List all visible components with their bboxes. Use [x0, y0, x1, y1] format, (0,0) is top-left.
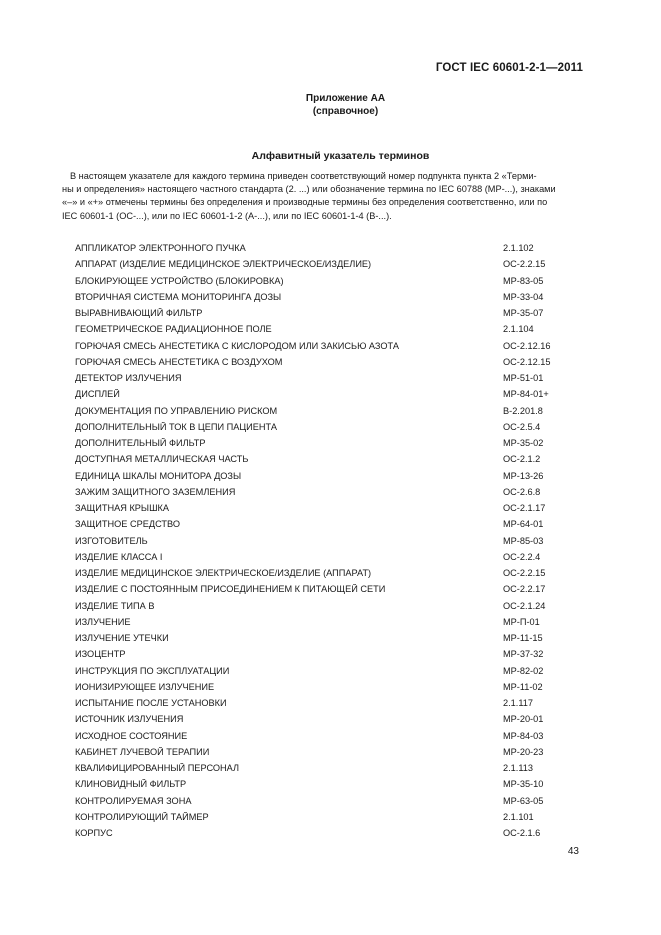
term-reference: ОС-2.2.15 [503, 259, 546, 270]
term-row [75, 533, 575, 549]
term-row [75, 598, 575, 614]
term-name: ИОНИЗИРУЮЩЕЕ ИЗЛУЧЕНИЕ [75, 681, 215, 692]
term-reference: ОС-2.1.24 [503, 600, 546, 611]
term-reference: МР-35-10 [503, 779, 544, 790]
term-reference: МР-33-04 [503, 291, 544, 302]
term-row [75, 289, 575, 305]
term-name: АППАРАТ (ИЗДЕЛИЕ МЕДИЦИНСКОЕ ЭЛЕКТРИЧЕСКОЕ/ИЗДЕЛИЕ) [75, 259, 372, 270]
term-row [75, 663, 575, 679]
page-number: 43 [567, 846, 579, 857]
intro-line: ны и определения» настоящего частного стандарта (2. ...) или обозначение термина по IEC 60788 (MP-...), знаками [62, 184, 556, 195]
term-name: ИЗДЕЛИЕ С ПОСТОЯННЫМ ПРИСОЕДИНЕНИЕМ К ПИТАЮЩЕЙ СЕТИ [75, 584, 386, 595]
term-reference: 2.1.101 [503, 811, 534, 822]
term-row [75, 711, 575, 727]
annex-subtitle: (справочное) [312, 105, 379, 117]
term-row [75, 321, 575, 337]
term-name: ИЗДЕЛИЕ МЕДИЦИНСКОЕ ЭЛЕКТРИЧЕСКОЕ/ИЗДЕЛИЕ (АППАРАТ) [75, 568, 372, 579]
term-name: ИЗДЕЛИЕ КЛАССА I [75, 551, 163, 562]
term-name: ГОРЮЧАЯ СМЕСЬ АНЕСТЕТИКА С ВОЗДУХОМ [75, 356, 283, 367]
term-name: ГЕОМЕТРИЧЕСКОЕ РАДИАЦИОННОЕ ПОЛЕ [75, 324, 272, 335]
term-name: ДИСПЛЕЙ [75, 389, 120, 400]
term-row [75, 468, 575, 484]
term-row [75, 240, 575, 256]
term-reference: МР-11-15 [503, 633, 543, 644]
term-row [75, 419, 575, 435]
term-reference: ОС-2.5.4 [503, 421, 541, 432]
term-reference: ОС-2.1.2 [503, 454, 541, 465]
term-reference: МР-51-01 [503, 373, 544, 384]
term-reference: МР-13-26 [503, 470, 544, 481]
term-name: КЛИНОВИДНЫЙ ФИЛЬТР [75, 779, 187, 790]
intro-line: «–» и «+» отмечены термины без определения и производные термины без определения соответственно, или по [62, 197, 548, 208]
term-reference: ОС-2.1.6 [503, 828, 541, 839]
term-reference: МР-64-01 [503, 519, 544, 530]
term-name: ЗАЩИТНОЕ СРЕДСТВО [75, 519, 180, 530]
term-row [75, 695, 575, 711]
term-row [75, 793, 575, 809]
term-name: ЗАЩИТНАЯ КРЫШКА [75, 503, 169, 514]
term-name: ИЗОЦЕНТР [75, 649, 126, 660]
term-name: ИЗДЕЛИЕ ТИПА В [75, 600, 155, 611]
term-row [75, 549, 575, 565]
term-name: БЛОКИРУЮЩЕЕ УСТРОЙСТВО (БЛОКИРОВКА) [75, 275, 284, 286]
term-name: ЕДИНИЦА ШКАЛЫ МОНИТОРА ДОЗЫ [75, 470, 242, 481]
term-reference: МР-35-07 [503, 308, 544, 319]
term-name: АППЛИКАТОР ЭЛЕКТРОННОГО ПУЧКА [75, 243, 246, 254]
term-row [75, 370, 575, 386]
term-row [75, 516, 575, 532]
term-row [75, 273, 575, 289]
term-name: ИНСТРУКЦИЯ ПО ЭКСПЛУАТАЦИИ [75, 665, 230, 676]
term-row [75, 338, 575, 354]
term-name: КОНТРОЛИРУЮЩИЙ ТАЙМЕР [75, 811, 209, 822]
term-row [75, 728, 575, 744]
term-reference: 2.1.102 [503, 243, 534, 254]
term-name: КВАЛИФИЦИРОВАННЫЙ ПЕРСОНАЛ [75, 763, 240, 774]
term-name: КОНТРОЛИРУЕМАЯ ЗОНА [75, 795, 192, 806]
annex-heading [0, 93, 661, 118]
terms-list [75, 240, 575, 841]
term-name: ГОРЮЧАЯ СМЕСЬ АНЕСТЕТИКА С КИСЛОРОДОМ ИЛИ ЗАКИСЬЮ АЗОТА [75, 340, 399, 351]
term-row [75, 565, 575, 581]
term-reference: МР-20-01 [503, 714, 544, 725]
term-name: ВТОРИЧНАЯ СИСТЕМА МОНИТОРИНГА ДОЗЫ [75, 291, 282, 302]
term-row [75, 744, 575, 760]
intro-line: В настоящем указателе для каждого термина приведен соответствующий номер подпункта пункта 2 «Терми- [70, 171, 537, 181]
term-row [75, 809, 575, 825]
term-name: ВЫРАВНИВАЮЩИЙ ФИЛЬТР [75, 308, 203, 319]
term-row [75, 646, 575, 662]
term-row [75, 825, 575, 841]
term-row [75, 760, 575, 776]
term-name: ДОПОЛНИТЕЛЬНЫЙ ФИЛЬТР [75, 438, 206, 449]
term-reference: 2.1.117 [503, 698, 533, 709]
term-reference: 2.1.113 [503, 763, 533, 774]
term-name: ИЗЛУЧЕНИЕ [75, 616, 131, 627]
term-reference: МР-63-05 [503, 795, 544, 806]
term-name: КАБИНЕТ ЛУЧЕВОЙ ТЕРАПИИ [75, 746, 210, 757]
term-name: ИЗЛУЧЕНИЕ УТЕЧКИ [75, 633, 169, 644]
term-name: ДОПОЛНИТЕЛЬНЫЙ ТОК В ЦЕПИ ПАЦИЕНТА [75, 421, 277, 432]
annex-title: Приложение АА [305, 93, 386, 104]
term-reference: ОС-2.1.17 [503, 503, 546, 514]
term-name: ДОКУМЕНТАЦИЯ ПО УПРАВЛЕНИЮ РИСКОМ [75, 405, 278, 416]
intro-line: IEC 60601-1 (OC-...), или по IEC 60601-1-2 (A-...), или по IEC 60601-1-4 (B-...). [62, 210, 392, 221]
term-reference: ОС-2.2.15 [503, 568, 546, 579]
term-name: КОРПУС [75, 828, 113, 839]
term-reference: МР-35-02 [503, 438, 544, 449]
term-reference: МР-11-02 [503, 681, 543, 692]
term-row [75, 256, 575, 272]
index-title: Алфавитный указатель терминов [251, 150, 430, 162]
term-name: ИСПЫТАНИЕ ПОСЛЕ УСТАНОВКИ [75, 698, 227, 709]
term-name: ЗАЖИМ ЗАЩИТНОГО ЗАЗЕМЛЕНИЯ [75, 486, 236, 497]
term-row [75, 630, 575, 646]
term-reference: ОС-2.2.4 [503, 551, 541, 562]
term-reference: МР-37-32 [503, 649, 544, 660]
term-reference: ОС-2.6.8 [503, 486, 541, 497]
document-code: ГОСТ IEC 60601-2-1—2011 [435, 62, 583, 74]
term-row [75, 581, 575, 597]
term-row [75, 614, 575, 630]
term-row [75, 776, 575, 792]
term-name: ДОСТУПНАЯ МЕТАЛЛИЧЕСКАЯ ЧАСТЬ [75, 454, 249, 465]
term-reference: МР-П-01 [503, 616, 540, 627]
term-reference: МР-84-03 [503, 730, 544, 741]
term-row [75, 403, 575, 419]
term-reference: МР-83-05 [503, 275, 544, 286]
term-row [75, 484, 575, 500]
term-reference: МР-84-01+ [503, 389, 549, 400]
term-row [75, 354, 575, 370]
term-reference: МР-20-23 [503, 746, 544, 757]
term-reference: ОС-2.12.15 [503, 356, 551, 367]
intro-paragraph [62, 170, 582, 223]
term-reference: 2.1.104 [503, 324, 534, 335]
term-name: ИЗГОТОВИТЕЛЬ [75, 535, 148, 546]
term-reference: В-2.201.8 [503, 405, 543, 416]
term-row [75, 500, 575, 516]
term-reference: ОС-2.2.17 [503, 584, 546, 595]
term-row [75, 305, 575, 321]
term-row [75, 386, 575, 402]
term-row [75, 679, 575, 695]
term-reference: МР-82-02 [503, 665, 544, 676]
term-name: ИСТОЧНИК ИЗЛУЧЕНИЯ [75, 714, 184, 725]
term-name: ДЕТЕКТОР ИЗЛУЧЕНИЯ [75, 373, 182, 384]
term-reference: МР-85-03 [503, 535, 544, 546]
term-reference: ОС-2.12.16 [503, 340, 551, 351]
term-row [75, 451, 575, 467]
term-name: ИСХОДНОЕ СОСТОЯНИЕ [75, 730, 188, 741]
term-row [75, 435, 575, 451]
